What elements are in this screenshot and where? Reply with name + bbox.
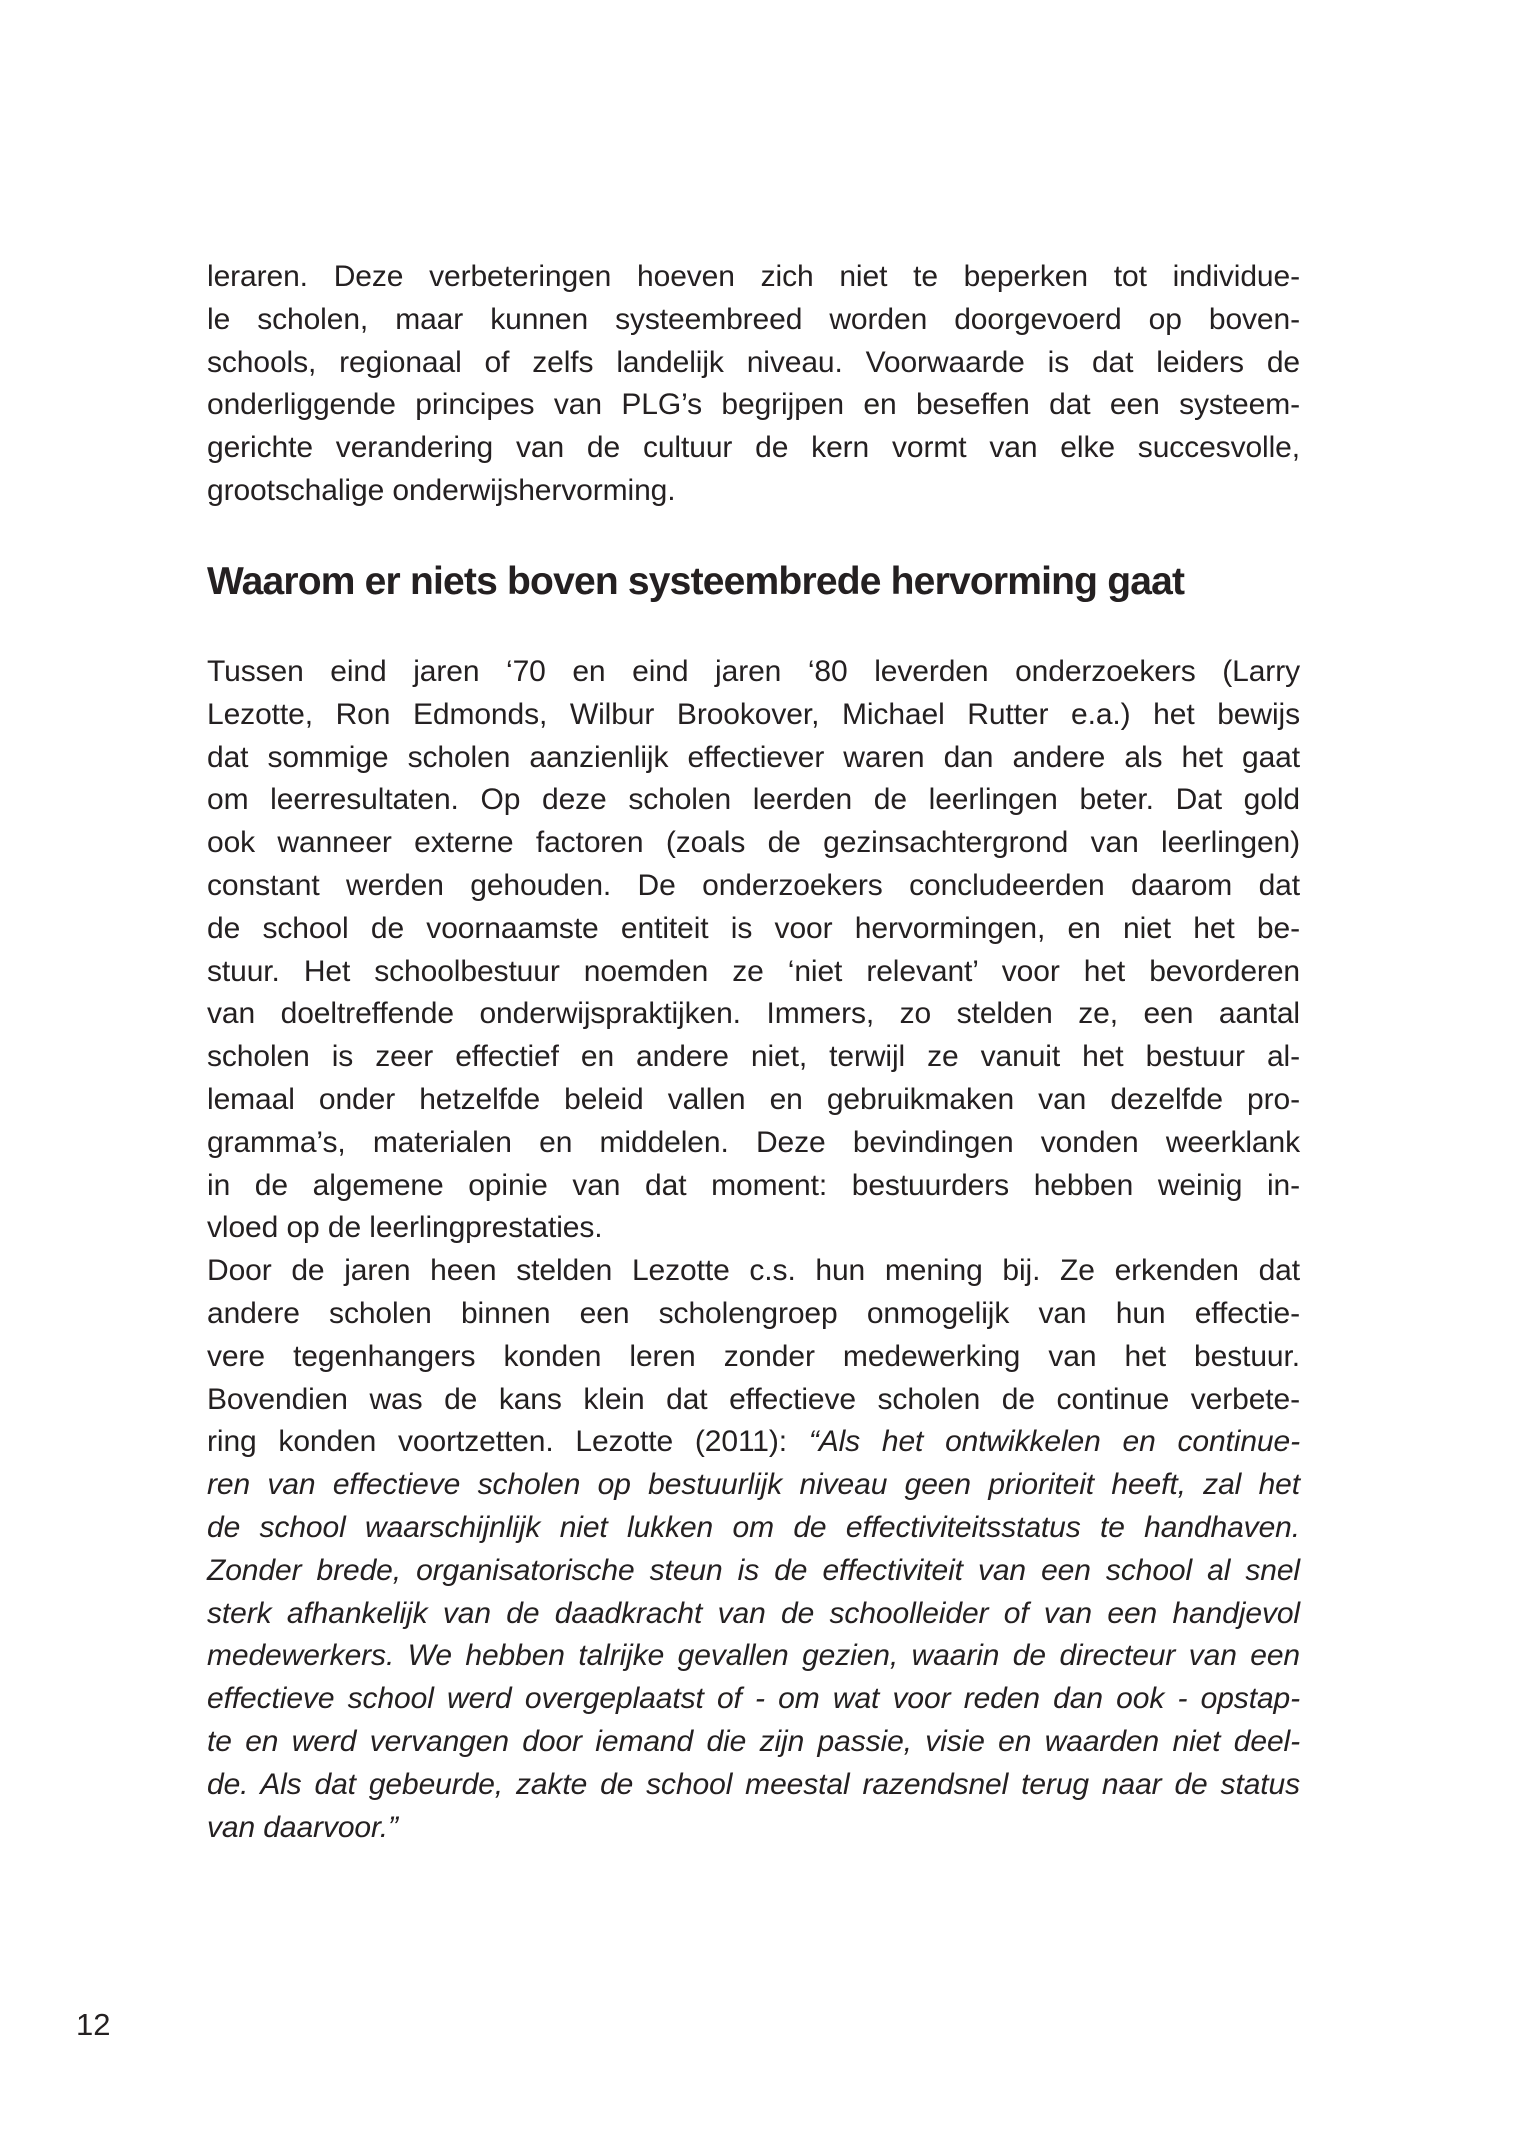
text-line: scholen is zeer effectief en andere niet, terwijl ze vanuit het bestuur al-: [207, 1040, 1300, 1074]
quote-text: “Als het ontwikkelen en continue-: [808, 1425, 1300, 1459]
text-line: vere tegenhangers konden leren zonder medewerking van het bestuur.: [207, 1339, 1300, 1373]
text-line: onderliggende principes van PLG’s begrijpen en beseffen dat een systeem-: [207, 388, 1300, 422]
intro-paragraph: [207, 256, 1300, 513]
text-line: Door de jaren heen stelden Lezotte c.s. hun mening bij. Ze erkenden dat: [207, 1254, 1300, 1288]
text-line: ook wanneer externe factoren (zoals de gezinsachtergrond van leerlingen): [207, 826, 1300, 860]
text-line: dat sommige scholen aanzienlijk effectiever waren dan andere als het gaat: [207, 740, 1300, 774]
page-number: 12: [76, 2007, 111, 2042]
text-line: Bovendien was de kans klein dat effectieve scholen de continue verbete-: [207, 1382, 1300, 1416]
text-line: gerichte verandering van de cultuur de kern vormt van elke succesvolle,: [207, 431, 1300, 465]
text-line: de school de voornaamste entiteit is voor hervormingen, en niet het be-: [207, 911, 1300, 945]
body-paragraph: [207, 651, 1300, 1849]
text-line: Tussen eind jaren ‘70 en eind jaren ‘80 leverden onderzoekers (Larry: [207, 655, 1300, 688]
text-line: le scholen, maar kunnen systeembreed worden doorgevoerd op boven-: [207, 302, 1300, 336]
quote-line: ren van effectieve scholen op bestuurlijk niveau geen prioriteit heeft, zal het: [207, 1468, 1300, 1502]
text-line: vloed op de leerlingprestaties.: [207, 1211, 603, 1245]
text-line: om leerresultaten. Op deze scholen leerden de leerlingen beter. Dat gold: [207, 783, 1300, 817]
text-line: schools, regionaal of zelfs landelijk niveau. Voorwaarde is dat leiders de: [207, 345, 1300, 379]
text-line-quote-start: [207, 1421, 1300, 1464]
quote-line: medewerkers. We hebben talrijke gevallen gezien, waarin de directeur van een: [207, 1639, 1300, 1673]
text-line: constant werden gehouden. De onderzoekers concludeerden daarom dat: [207, 868, 1300, 902]
quote-line: van daarvoor.”: [207, 1810, 398, 1844]
section-heading: Waarom er niets boven systeembrede hervorming gaat: [207, 560, 1185, 603]
text-line: andere scholen binnen een scholengroep onmogelijk van hun effectie-: [207, 1296, 1300, 1330]
text-line: leraren. Deze verbeteringen hoeven zich niet te beperken tot individue-: [207, 260, 1300, 293]
text-line: in de algemene opinie van dat moment: bestuurders hebben weinig in-: [207, 1168, 1300, 1202]
quote-line: te en werd vervangen door iemand die zijn passie, visie en waarden niet deel-: [207, 1724, 1300, 1758]
text-line: Lezotte, Ron Edmonds, Wilbur Brookover, Michael Rutter e.a.) het bewijs: [207, 697, 1300, 731]
citation-lead-in: ring konden voortzetten. Lezotte (2011):: [207, 1425, 809, 1459]
quote-line: Zonder brede, organisatorische steun is de effectiviteit van een school al snel: [207, 1553, 1300, 1587]
text-line: grootschalige onderwijshervorming.: [207, 473, 676, 507]
quote-line: effectieve school werd overgeplaatst of - om wat voor reden dan ook - opstap-: [207, 1682, 1300, 1716]
text-line: stuur. Het schoolbestuur noemden ze ‘niet relevant’ voor het bevorderen: [207, 954, 1300, 988]
quote-line: de school waarschijnlijk niet lukken om de effectiviteitsstatus te handhaven.: [207, 1510, 1300, 1544]
text-line: lemaal onder hetzelfde beleid vallen en gebruikmaken van dezelfde pro-: [207, 1082, 1300, 1116]
text-line: gramma’s, materialen en middelen. Deze bevindingen vonden weerklank: [207, 1125, 1300, 1159]
quote-line: sterk afhankelijk van de daadkracht van de schoolleider of van een handjevol: [207, 1596, 1300, 1630]
quote-line: de. Als dat gebeurde, zakte de school meestal razendsnel terug naar de status: [207, 1767, 1300, 1801]
text-line: van doeltreffende onderwijspraktijken. Immers, zo stelden ze, een aantal: [207, 997, 1300, 1031]
